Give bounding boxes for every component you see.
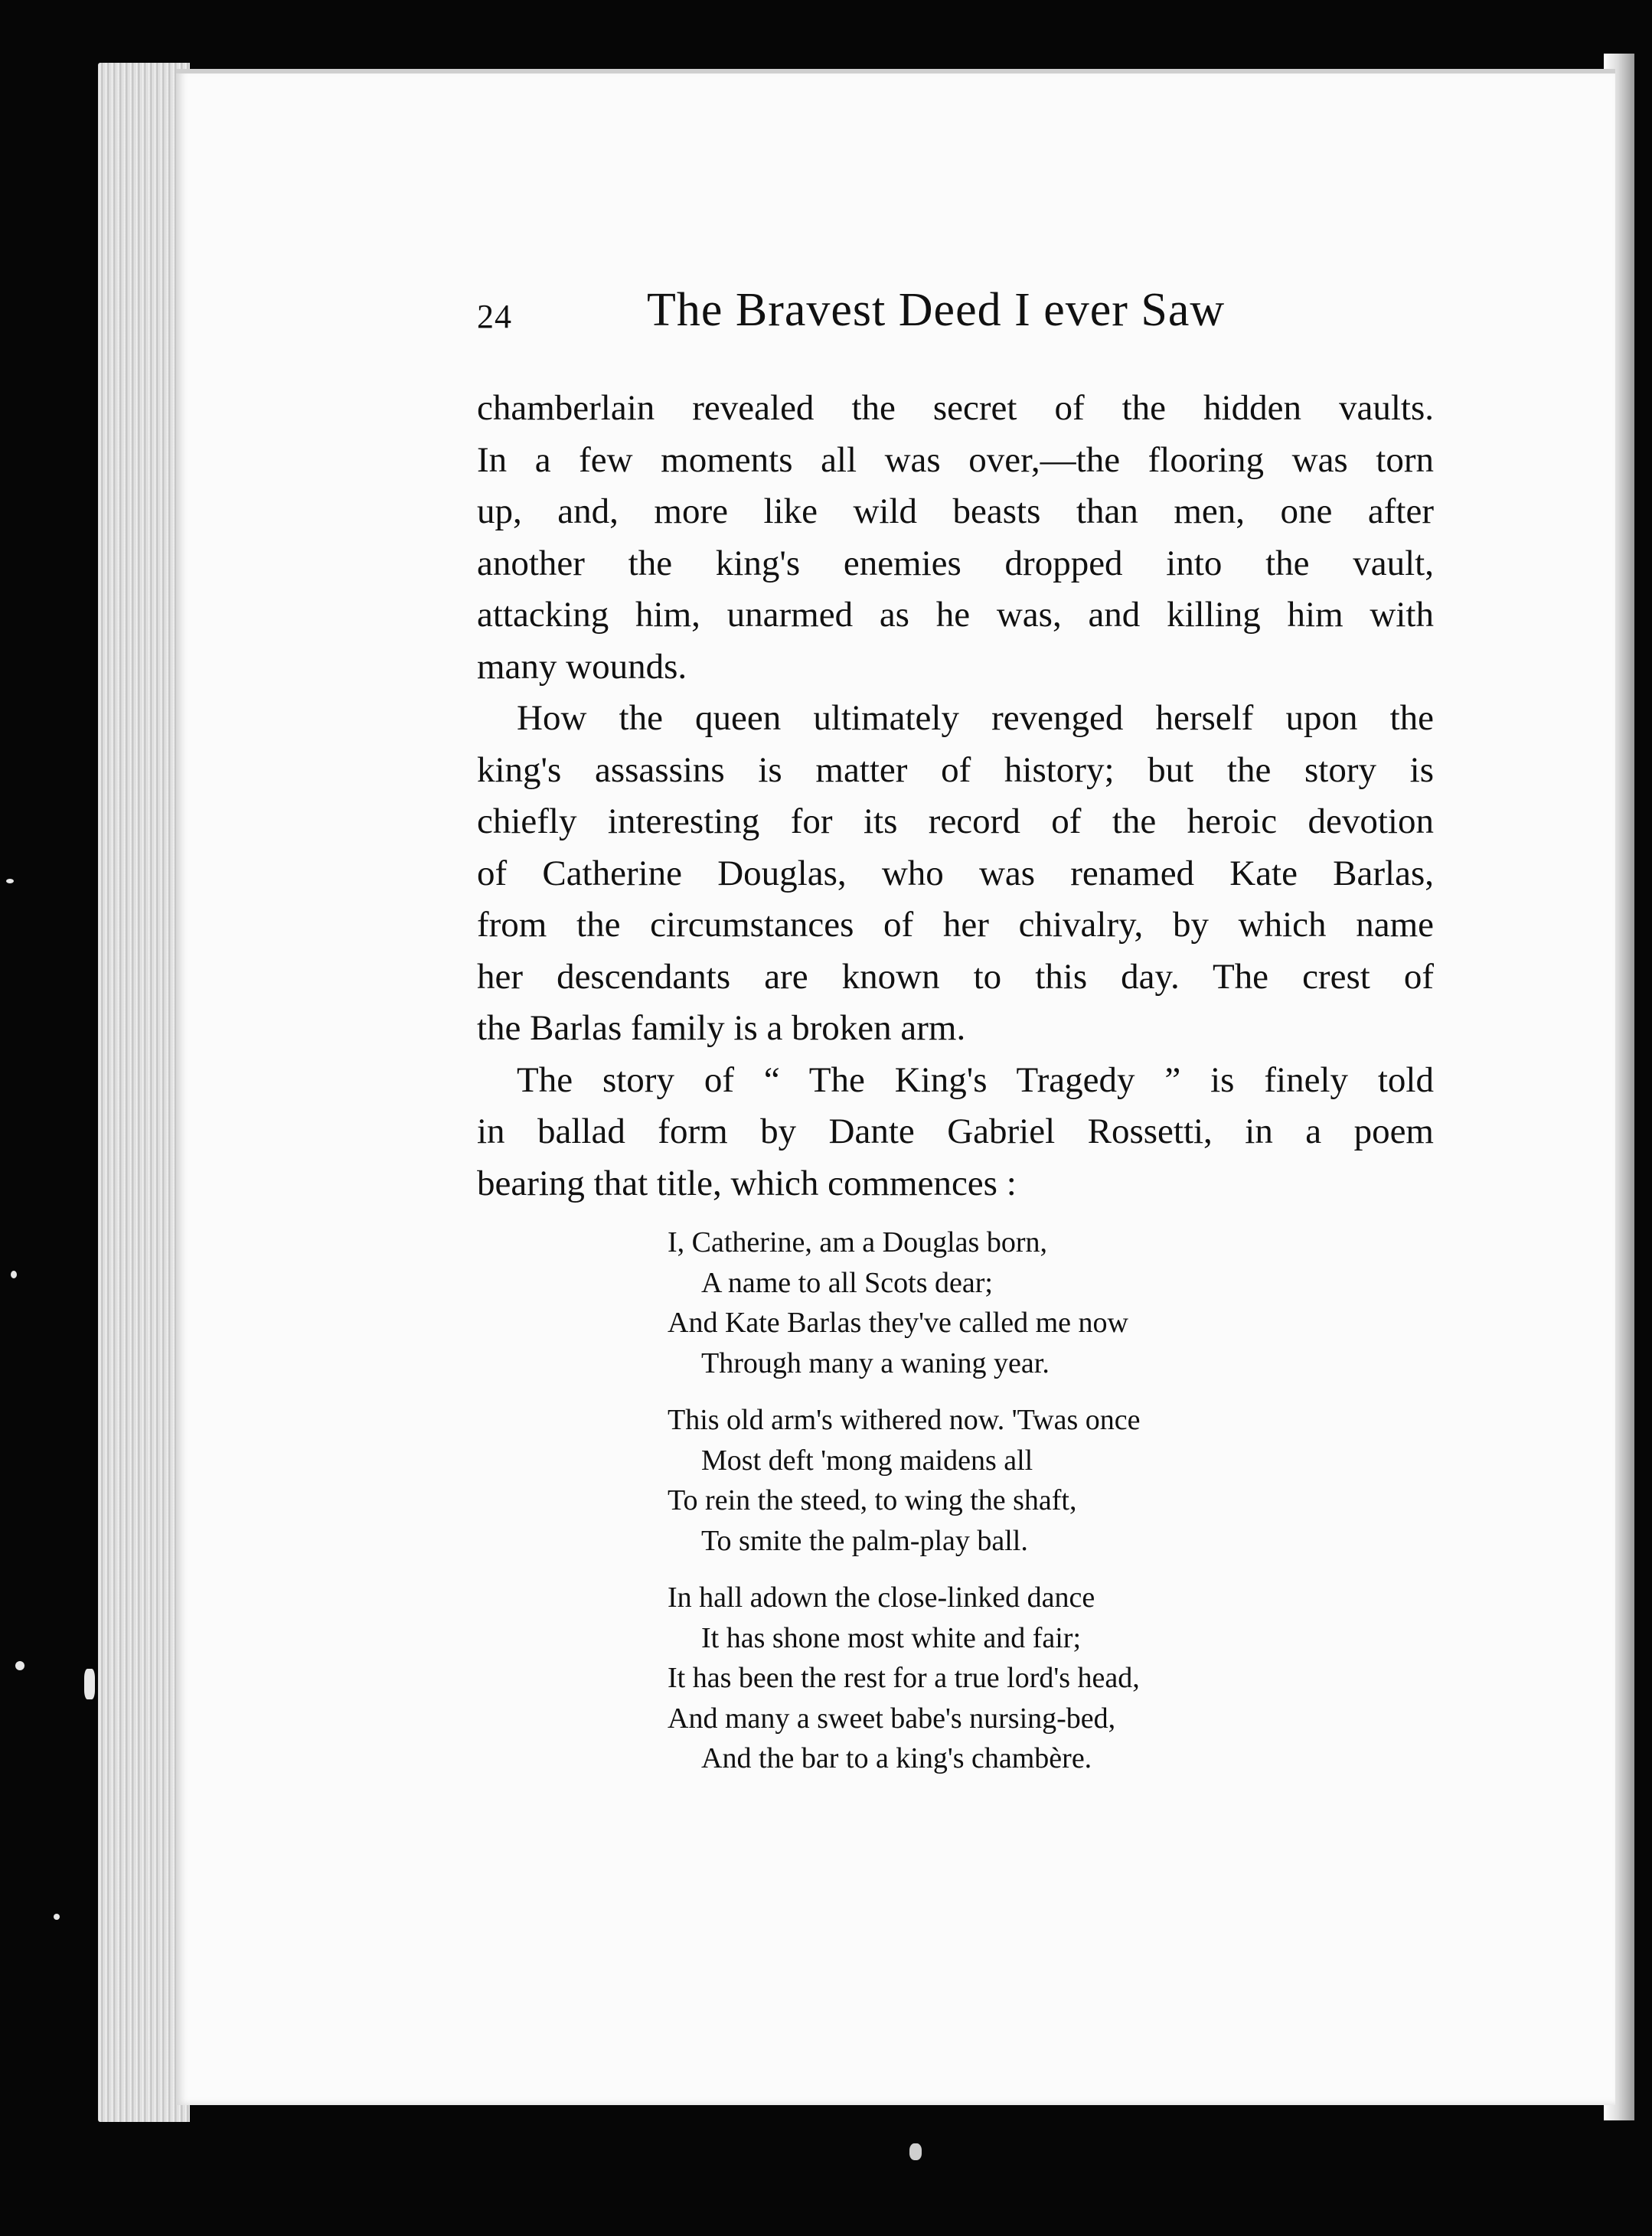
paragraph-3 — [477, 1055, 1434, 1210]
verse-line: To rein the steed, to wing the shaft, — [668, 1484, 1077, 1516]
text-line: her descendants are known to this day. The crest of — [477, 956, 1434, 997]
page-top-edge — [176, 69, 1615, 73]
poem-stanza-1 — [668, 1222, 1295, 1383]
verse-line: And many a sweet babe's nursing-bed, — [668, 1702, 1116, 1735]
verse-line: It has shone most white and fair; — [701, 1621, 1082, 1654]
verse-line: Through many a waning year. — [701, 1346, 1050, 1379]
text-line: chiefly interesting for its record of the heroic devotion — [477, 801, 1434, 841]
text-line: the Barlas family is a broken arm. — [477, 1008, 966, 1048]
paragraph-2 — [477, 693, 1434, 1055]
paragraph-1 — [477, 383, 1434, 693]
scan-speck — [84, 1669, 95, 1699]
text-line: another the king's enemies dropped into the vault, — [477, 543, 1434, 583]
page-number: 24 — [477, 298, 512, 335]
verse-line: In hall adown the close-linked dance — [668, 1582, 1095, 1614]
running-head — [477, 283, 1285, 356]
text-line: of Catherine Douglas, who was renamed Kate Barlas, — [477, 853, 1434, 893]
poem-stanza-3 — [668, 1578, 1295, 1779]
text-line: king's assassins is matter of history; but the story is — [477, 749, 1434, 790]
running-head-title: The Bravest Deed I ever Saw — [647, 284, 1226, 336]
scan-speck — [6, 879, 14, 883]
text-line: many wounds. — [477, 646, 687, 687]
poem-quotation — [668, 1222, 1295, 1796]
verse-line: To smite the palm-play ball. — [701, 1524, 1028, 1557]
verse-line: It has been the rest for a true lord's head, — [668, 1662, 1140, 1694]
text-line: attacking him, unarmed as he was, and killing him with — [477, 595, 1434, 635]
text-line: in ballad form by Dante Gabriel Rossetti, in a poem — [477, 1111, 1434, 1151]
scan-speck — [909, 2143, 922, 2160]
verse-line: A name to all Scots dear; — [701, 1266, 993, 1299]
verse-line: I, Catherine, am a Douglas born, — [668, 1226, 1047, 1258]
text-line: up, and, more like wild beasts than men, one after — [477, 491, 1434, 531]
verse-line: This old arm's withered now. 'Twas once — [668, 1404, 1141, 1436]
verse-line: And Kate Barlas they've called me now — [668, 1307, 1128, 1339]
text-line: bearing that title, which commences : — [477, 1163, 1017, 1203]
verse-line: Most deft 'mong maidens all — [701, 1444, 1033, 1477]
text-line: How the queen ultimately revenged herself upon the — [517, 698, 1434, 738]
scan-speck — [11, 1271, 17, 1278]
text-line: from the circumstances of her chivalry, by which name — [477, 905, 1434, 945]
body-text — [477, 383, 1434, 1209]
scan-speck — [54, 1914, 60, 1920]
verse-line: And the bar to a king's chambère. — [701, 1742, 1092, 1774]
text-line: The story of “ The King's Tragedy ” is finely told — [517, 1059, 1434, 1100]
text-line: chamberlain revealed the secret of the hidden vaults. — [477, 388, 1434, 428]
scan-speck — [15, 1661, 24, 1670]
poem-stanza-2 — [668, 1400, 1295, 1561]
text-line: In a few moments all was over,—the flooring was torn — [477, 439, 1434, 480]
